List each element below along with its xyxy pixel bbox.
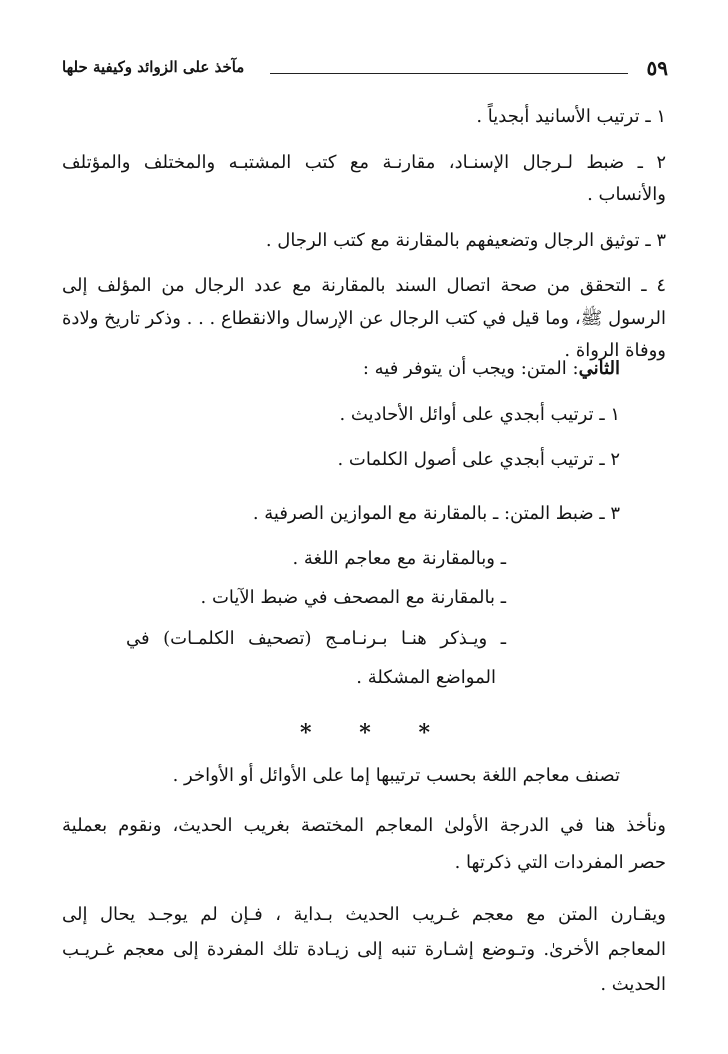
matn-item-3: ٣ ـ ضبط المتن: ـ بالمقارنة مع الموازين الصرفية . [252,503,620,524]
paragraph-1: تصنف معاجم اللغة بحسب ترتيبها إما على الأوائل أو الأواخر . [172,765,620,786]
matn-item-2: ٢ ـ ترتيب أبجدي على أصول الكلمات . [337,449,620,470]
isnad-item-4-end: ووفاة الرواة . [564,340,666,361]
matn-subitem-2: ـ بالمقارنة مع المصحف في ضبط الآيات . [200,587,506,608]
matn-item-1: ١ ـ ترتيب أبجدي على أوائل الأحاديث . [339,404,620,425]
paragraph-2: ونأخذ هنا في الدرجة الأولىٰ المعاجم المختصة بغريب الحديث، ونقوم بعملية [62,815,666,836]
matn-subitem-3-cont: المواضع المشكلة . [356,667,496,688]
running-title: مآخذ على الزوائد وكيفية حلها [62,58,245,76]
isnad-item-4-cont: الرسول ﷺ، وما قيل في كتب الرجال عن الإرسال والانقطاع . . . وذكر تاريخ ولادة [62,308,666,329]
isnad-item-4: ٤ ـ التحقق من صحة اتصال السند بالمقارنة مع عدد الرجال من المؤلف إلى [62,275,666,296]
matn-heading-bold: الثاني [578,358,620,379]
matn-heading [363,351,620,387]
page-number: ٥٩ [646,56,668,80]
matn-subitem-3: ـ ويـذكر هنـا بـرنـامـج (تصحيف الكلمـات) في [126,628,506,649]
header-rule [270,73,628,74]
section-separator [300,720,430,750]
separator-star: * [359,720,371,746]
separator-star: * [418,720,430,746]
paragraph-3-cont: المعاجم الأخرىٰ. وتـوضع إشـارة تنبه إلى زيـادة تلك المفردة إلى معجم غـريـب [62,939,666,960]
separator-star: * [300,720,312,746]
isnad-item-2-cont: والأنساب . [587,184,666,205]
paragraph-3: ويقـارن المتن مع معجم غـريب الحديث بـداية ، فـإن لم يوجـد يحال إلى [62,904,666,925]
matn-heading-rest: : المتن: ويجب أن يتوفر فيه : [362,358,579,379]
isnad-item-3: ٣ ـ توثيق الرجال وتضعيفهم بالمقارنة مع كتب الرجال . [265,230,666,251]
matn-subitem-1: ـ وبالمقارنة مع معاجم اللغة . [292,548,506,569]
page-header [62,56,668,90]
isnad-item-2: ٢ ـ ضبط لـرجال الإسنـاد، مقارنـة مع كتب المشتبـه والمختلف والمؤتلف [62,152,666,173]
paragraph-2-cont: حصر المفردات التي ذكرتها . [454,852,666,873]
isnad-item-1: ١ ـ ترتيب الأسانيد أبجدياً . [476,106,666,127]
paragraph-3-end: الحديث . [600,974,666,995]
